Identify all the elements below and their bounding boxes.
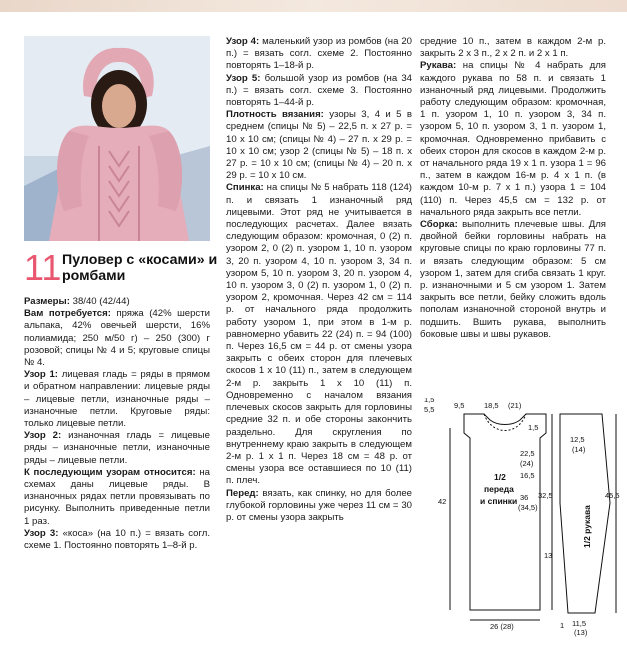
paragraph: Спинка: на спицы № 5 набрать 118 (124) п. и связать 1 изнаночный ряд лицевыми. Этот ряд не учитывается в последующих расчетах. Далее вязать следующим образом: кромочная, 0 (2) п. узором 2, 0 (2) п. узором 1, 10 п. узором 3, 20 п. узором 4, 10 п. узором 3, 34 п. узором 5, 10 п. узором 3, 20 п. узором 4, 10 п. узором 3, 0 (2) п. узором 1, 0 (2) п. узором 2, кромочная. Через 42 см = 114 р. от начального ряда продолжить работу узором 1, при этом в 1-м р. равномерно убавить 22 (24) п. = 94 (100) п. Через 16,5 см = 44 р. от смены узора закрыть с обеих сторон для плечевых скосов 1 x 10 (11) п., затем в следующем 2-м р. закрыть 1 x 10 (11) п. Одновременно с началом вязания плечевых скосов закрыть для горловины средние 32 п. и обе стороны закончить раздельно. Для скругления по внутреннему краю закрыть в следующем 2-м р. 1 x 1 п. Через 18 см = 48 р. от смены узора все оставшиеся по 10 (11) п. плеч.	[226, 182, 412, 487]
paragraph: К последующим узорам относится: на схемах даны лицевые ряды. В изнаночных рядах петли провязывать по рисунку. Выполнить приведенные петли 1 раз.	[24, 466, 210, 527]
paragraph: Размеры: 38/40 (42/44)	[24, 296, 130, 307]
paragraph: Узор 1: лицевая гладь = ряды в прямом и обратном направлении: лицевые ряды – лицевые петли, изнаночные ряды – изнаночные петли. Круговые ряды: только лицевые петли.	[24, 369, 210, 430]
dim-mid-b: 36	[520, 493, 529, 502]
body-label-3: и спинки	[480, 496, 518, 506]
body-label-1: 1/2	[494, 472, 506, 482]
pattern-name: Пуловер с «косами» и ромбами	[62, 252, 218, 284]
dim-sleeve-h1: 32,5	[538, 491, 553, 500]
dim-right-a: 1,5	[528, 423, 539, 432]
model-photo	[24, 36, 210, 241]
column-1	[24, 296, 210, 552]
dim-sleeve-h2: 45,5	[605, 491, 620, 500]
paragraph: Узор 3: «коса» (на 10 п.) = вязать согл. схеме 1. Постоянно повторять 1–8-й р.	[24, 527, 211, 552]
dim-right-b: 22,5	[520, 449, 535, 458]
dim-mid-c: (34,5)	[518, 503, 538, 512]
body-label-2: переда	[484, 484, 514, 494]
dim-sleeve-top2: (14)	[572, 445, 586, 454]
paragraph: Узор 2: изнаночная гладь = лицевые ряды – изнаночные петли, изнаночные ряды – лицевые петли.	[24, 430, 210, 466]
sleeve-label: 1/2 рукава	[582, 505, 592, 548]
paragraph: Вам потребуется: пряжа (42% шерсти альпака, 42% овечьей шерсти, 16% полиамида; 250 м/50 г) – 250 (300) г розовой; спицы № 4 и 5; круговые спицы № 4.	[24, 308, 210, 369]
paragraph: Рукава: на спицы № 4 набрать для каждого рукава по 58 п. и связать 1 изнаночный ряд лицевыми. Продолжить работу следующим образом: кромочная, 1 п. узором 1, 10 п. узором 3, 34 п. узором 5, 10 п. узором 3, 1 п. узором 1, кромочная. Одновременно прибавить с обеих сторон для скосов в каждом 2-м р. от начального ряда 19 x 1 п. узора 1 = 96 п., затем в каждом 16-м р. 4 x 1 п. (в каждом 10-м р. 7 x 1 п.) узора 1 = 104 (110) п. Через 45,5 см = 132 р. от начального ряда закрыть все петли.	[420, 60, 606, 218]
dim-sleeve-h3: 13	[544, 551, 553, 560]
dim-width-bottom: 26 (28)	[490, 622, 514, 631]
column-3	[420, 36, 606, 341]
dim-left-small: 1	[560, 621, 565, 630]
paragraph: Узор 4: маленький узор из ромбов (на 20 п.) = вязать согл. схеме 2. Постоянно повторять 1–18-й р.	[226, 36, 413, 72]
paragraph: Узор 5: большой узор из ромбов (на 34 п.) = вязать согл. схеме 3. Постоянно повторять 1–44-й р.	[226, 72, 413, 109]
dim-sleeve-bottom2: (13)	[574, 628, 588, 637]
dim-sleeve-top: 12,5	[570, 435, 585, 444]
paragraph: Плотность вязания: узоры 3, 4 и 5 в среднем (спицы № 5) – 22,5 п. x 27 р. = 10 x 10 см; (спицы № 4) – 27 п. x 29 р. = 10 x 10 см; узор 2 (спицы № 5) – 18 п. x 27 р. = 10 x 10 см; (спицы № 4) – 20 п. x 29 р. = 10 x 10 см.	[226, 109, 412, 182]
pattern-number: 11	[24, 247, 62, 288]
pattern-title	[24, 247, 218, 290]
dim-neck-left: 1,5	[424, 398, 435, 404]
top-decorative-band	[0, 0, 627, 12]
dim-shoulder-top: 18,5	[484, 401, 499, 410]
paragraph: Сборка: выполнить плечевые швы. Для двойной бейки горловины набрать на круговые спицы по краю горловины 77 п. и вязать следующим образом: 5 см узором 1, затем для сгиба связать 1 круг. р. изнаночными и 5 см узором 1. Затем закрыть все петли, бейку сложить вдоль пополам изнаночной стороной внутрь и подшить. Вшить рукава, выполнить боковые швы и швы рукавов.	[420, 219, 606, 340]
dim-sleeve-bottom: 11,5	[572, 619, 587, 628]
dim-neck-top: 9,5	[454, 401, 465, 410]
dim-neck-left2: 5,5	[424, 405, 435, 414]
dim-shoulder-top2: (21)	[508, 401, 522, 410]
dim-right-c: (24)	[520, 459, 534, 468]
paragraph: средние 10 п., затем в каждом 2-м р. закрыть 2 x 3 п., 2 x 2 п. и 2 x 1 п.	[420, 36, 606, 60]
dim-height: 42	[438, 497, 447, 506]
pattern-diagram	[420, 398, 627, 640]
paragraph: Перед: вязать, как спинку, но для более глубокой горловины уже через 11 см = 30 р. от смены узора закрыть	[226, 487, 412, 523]
column-2	[226, 36, 412, 524]
dim-mid-a: 16,5	[520, 471, 535, 480]
